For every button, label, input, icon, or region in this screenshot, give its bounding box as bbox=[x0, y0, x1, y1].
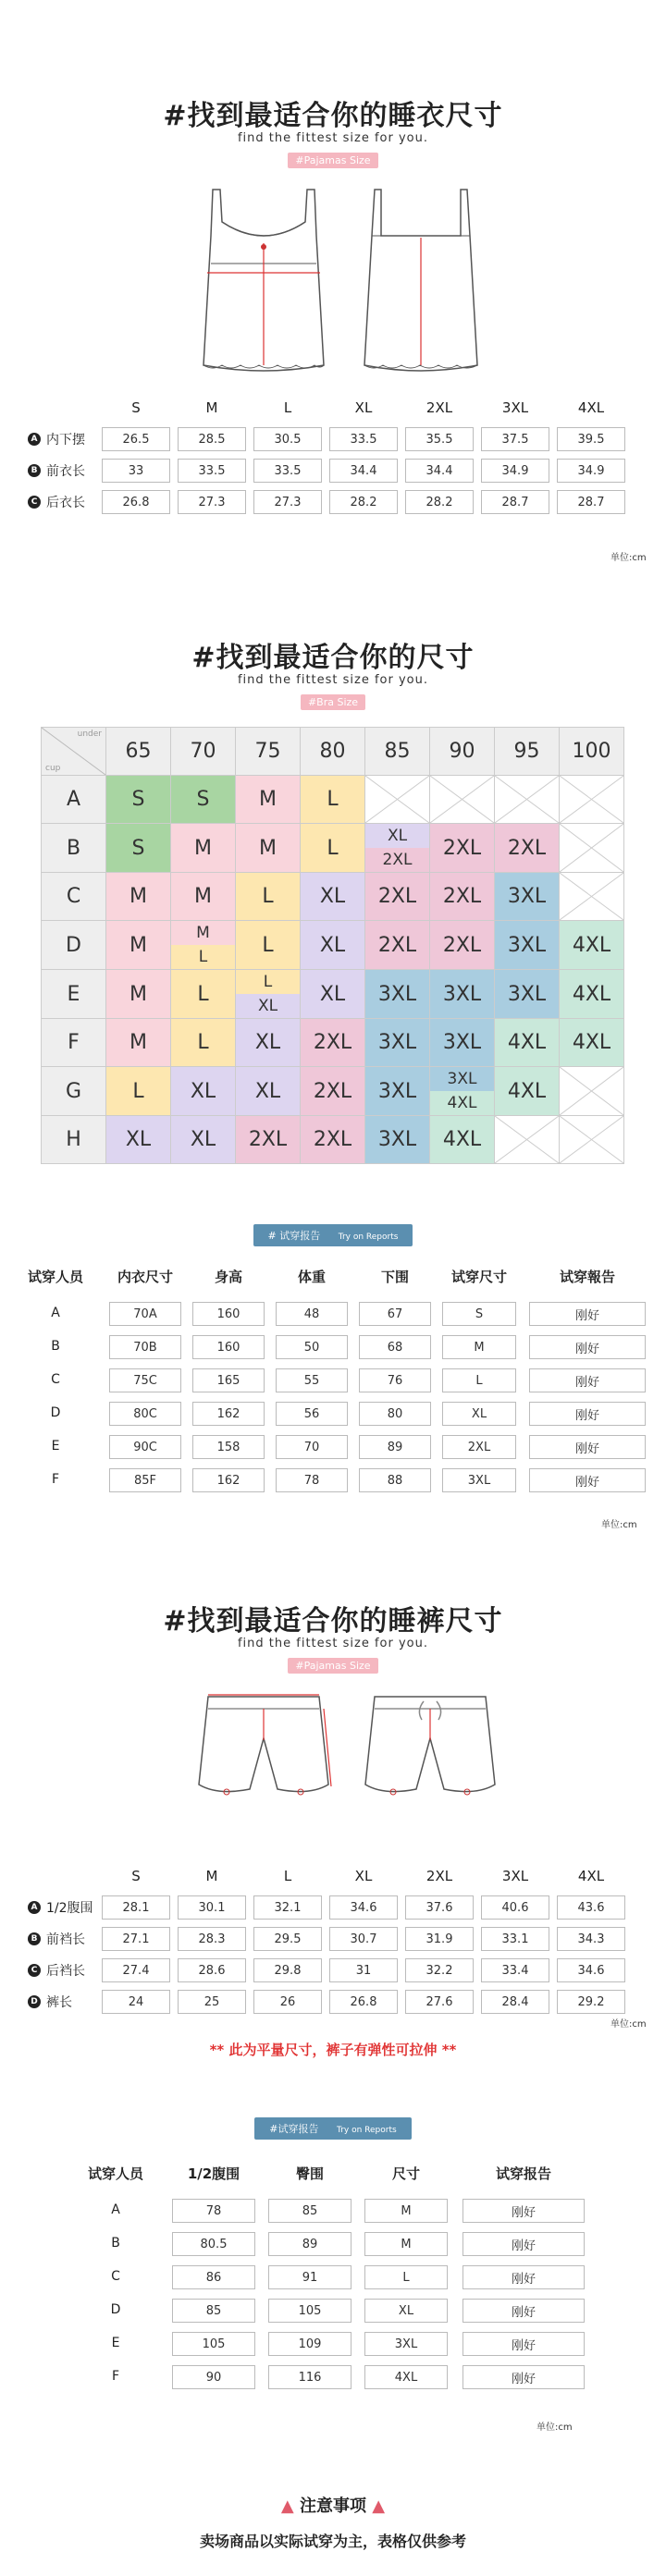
report-cell: 刚好 bbox=[462, 2199, 585, 2223]
report-cell: 80C bbox=[109, 1402, 181, 1426]
camisole-back-illustration bbox=[352, 180, 490, 384]
report-cell: 刚好 bbox=[462, 2265, 585, 2289]
bra-size-cell: 2XL bbox=[430, 921, 495, 970]
row-label-text: 1/2腹围 bbox=[46, 1901, 93, 1916]
report-cell: 68 bbox=[359, 1335, 431, 1359]
size-value-cell: 34.6 bbox=[329, 1895, 398, 1920]
size-header: S bbox=[131, 399, 141, 416]
report-cell: 86 bbox=[172, 2265, 255, 2289]
underbust-header: 65 bbox=[106, 728, 171, 776]
unit-label: 单位:cm bbox=[610, 553, 647, 563]
bra-size-cell: 4XL bbox=[495, 1019, 560, 1067]
size-value-cell: 25 bbox=[178, 1990, 246, 2014]
size-header: 4XL bbox=[577, 1868, 605, 1884]
report-cell: 116 bbox=[268, 2365, 352, 2389]
empty-cell-cross bbox=[430, 776, 494, 823]
empty-cell-cross bbox=[560, 873, 623, 920]
size-value-cell: 33 bbox=[102, 459, 170, 483]
bra-size-cell: M bbox=[236, 824, 301, 873]
size-value-cell: 33.5 bbox=[329, 427, 398, 451]
row-label bbox=[28, 1990, 102, 2014]
size-value-cell: 29.2 bbox=[557, 1990, 625, 2014]
size-value-cell: 30.1 bbox=[178, 1895, 246, 1920]
bra-size-cell: M bbox=[171, 873, 236, 921]
bra-size-cell: 3XL bbox=[495, 873, 560, 921]
unit-label: 单位:cm bbox=[536, 2423, 573, 2433]
size-value-cell: 37.6 bbox=[405, 1895, 474, 1920]
empty-cell-cross bbox=[560, 776, 623, 823]
bra-size-cell: XL bbox=[301, 970, 365, 1019]
row-label bbox=[28, 1958, 102, 1982]
bra-size-cell: 3XL bbox=[430, 1019, 495, 1067]
tester-label: D bbox=[110, 2302, 121, 2317]
size-value-cell: 34.4 bbox=[329, 459, 398, 483]
report-cell: S bbox=[442, 1302, 516, 1326]
bra-size-cell: 2XL bbox=[301, 1019, 365, 1067]
cup-header: E bbox=[42, 970, 106, 1019]
size-value-cell: 27.1 bbox=[102, 1927, 170, 1951]
report-cell: 160 bbox=[192, 1302, 265, 1326]
bra-size-cell: 4XL bbox=[560, 1019, 624, 1067]
report-cell: 91 bbox=[268, 2265, 352, 2289]
report-cell: 160 bbox=[192, 1335, 265, 1359]
size-value-cell: 40.6 bbox=[481, 1895, 549, 1920]
row-label-text: 内下摆 bbox=[46, 433, 85, 448]
report-cell: 78 bbox=[172, 2199, 255, 2223]
tester-label: E bbox=[51, 1439, 60, 1454]
bra-size-cell: XL bbox=[171, 1067, 236, 1116]
row-label bbox=[28, 1895, 102, 1920]
bra-size-split-part: M bbox=[171, 921, 235, 945]
report-cell: 48 bbox=[276, 1302, 348, 1326]
bra-size-subtitle: find the fittest size for you. bbox=[237, 673, 429, 687]
report-cell: 刚好 bbox=[529, 1435, 646, 1459]
bra-size-cell: L bbox=[236, 921, 301, 970]
underbust-header: 80 bbox=[301, 728, 365, 776]
bra-size-cell: M bbox=[106, 970, 171, 1019]
row-label bbox=[28, 459, 102, 483]
row-label bbox=[28, 490, 102, 514]
size-value-cell: 28.1 bbox=[102, 1895, 170, 1920]
bra-size-cell bbox=[171, 921, 236, 970]
tester-label: D bbox=[50, 1405, 61, 1420]
report-header: 身高 bbox=[214, 1269, 242, 1285]
bra-size-cell: L bbox=[301, 824, 365, 873]
bra-size-cell: 3XL bbox=[430, 970, 495, 1019]
bra-size-cell: XL bbox=[236, 1067, 301, 1116]
report-header: 臀围 bbox=[295, 2165, 324, 2182]
row-badge: C bbox=[28, 1964, 41, 1977]
row-label bbox=[28, 1927, 102, 1951]
pajama-size-tag: #Pajamas Size bbox=[0, 150, 666, 168]
cup-header: G bbox=[42, 1067, 106, 1116]
warning-icon: ▲ bbox=[280, 2496, 294, 2516]
tester-label: A bbox=[111, 2202, 120, 2217]
size-value-cell: 37.5 bbox=[481, 427, 549, 451]
bra-size-cell bbox=[560, 776, 624, 824]
report-header: 内衣尺寸 bbox=[117, 1269, 173, 1285]
underbust-header: 85 bbox=[365, 728, 430, 776]
tester-label: B bbox=[51, 1339, 60, 1354]
size-value-cell: 28.6 bbox=[178, 1958, 246, 1982]
report-cell: 刚好 bbox=[529, 1302, 646, 1326]
report-cell: 3XL bbox=[364, 2332, 448, 2356]
bra-size-split-part: 3XL bbox=[430, 1067, 494, 1091]
report1-tag: # 试穿报告 Try on Reports bbox=[0, 1224, 666, 1246]
report-header: 试穿报告 bbox=[495, 2165, 551, 2182]
report-cell: 165 bbox=[192, 1368, 265, 1392]
report-cell: 90C bbox=[109, 1435, 181, 1459]
notice-title: ▲ 注意事项 ▲ bbox=[280, 2496, 386, 2516]
report-cell: 4XL bbox=[364, 2365, 448, 2389]
size-value-cell: 27.6 bbox=[405, 1990, 474, 2014]
report-cell: M bbox=[442, 1335, 516, 1359]
bra-size-cell: L bbox=[171, 1019, 236, 1067]
size-value-cell: 34.3 bbox=[557, 1927, 625, 1951]
tester-label: C bbox=[111, 2269, 120, 2284]
report-header: 试穿報告 bbox=[559, 1269, 615, 1285]
report-cell: 刚好 bbox=[462, 2299, 585, 2323]
bra-size-cell: S bbox=[171, 776, 236, 824]
size-value-cell: 39.5 bbox=[557, 427, 625, 451]
shorts-back-illustration bbox=[352, 1683, 509, 1822]
bra-size-cell: 3XL bbox=[365, 1116, 430, 1164]
report-cell: 80 bbox=[359, 1402, 431, 1426]
report-header: 尺寸 bbox=[391, 2165, 420, 2182]
report-cell: 89 bbox=[359, 1435, 431, 1459]
report-cell: 50 bbox=[276, 1335, 348, 1359]
size-value-cell: 32.1 bbox=[253, 1895, 322, 1920]
row-badge: D bbox=[28, 1995, 41, 2008]
bra-size-cell bbox=[560, 1116, 624, 1164]
bra-size-cell: 3XL bbox=[495, 921, 560, 970]
size-value-cell: 30.5 bbox=[253, 427, 322, 451]
bra-size-cell: L bbox=[236, 873, 301, 921]
bra-size-cell: 3XL bbox=[365, 970, 430, 1019]
report-cell: 刚好 bbox=[529, 1468, 646, 1492]
corner-cell bbox=[42, 728, 106, 776]
size-header: L bbox=[283, 399, 292, 416]
row-badge: A bbox=[28, 433, 41, 446]
size-header: 3XL bbox=[501, 399, 529, 416]
report-cell: 3XL bbox=[442, 1468, 516, 1492]
underbust-header: 100 bbox=[560, 728, 624, 776]
row-badge: B bbox=[28, 464, 41, 477]
size-value-cell: 33.5 bbox=[253, 459, 322, 483]
size-header: M bbox=[205, 1868, 218, 1884]
report-cell: 85 bbox=[172, 2299, 255, 2323]
row-label-text: 前裆长 bbox=[46, 1932, 85, 1947]
tester-label: F bbox=[111, 2369, 120, 2384]
report-cell: 76 bbox=[359, 1368, 431, 1392]
bra-size-cell bbox=[236, 970, 301, 1019]
report-cell: M bbox=[364, 2199, 448, 2223]
report-header: 下围 bbox=[380, 1269, 409, 1285]
pants-note: ** 此为平量尺寸，裤子有弹性可拉伸 ** bbox=[209, 2042, 457, 2058]
cup-header: F bbox=[42, 1019, 106, 1067]
bra-size-cell: M bbox=[106, 1019, 171, 1067]
bra-size-cell: 4XL bbox=[560, 921, 624, 970]
bra-size-chart bbox=[41, 727, 624, 1164]
size-value-cell: 27.3 bbox=[253, 490, 322, 514]
size-value-cell: 29.8 bbox=[253, 1958, 322, 1982]
report-cell: 109 bbox=[268, 2332, 352, 2356]
report-header: 试穿尺寸 bbox=[450, 1269, 507, 1285]
size-header: 3XL bbox=[501, 1868, 529, 1884]
report-cell: L bbox=[364, 2265, 448, 2289]
size-value-cell: 26.5 bbox=[102, 427, 170, 451]
unit-label: 单位:cm bbox=[601, 1520, 637, 1530]
size-header: S bbox=[131, 1868, 141, 1884]
report-cell: 75C bbox=[109, 1368, 181, 1392]
row-label-text: 后衣长 bbox=[46, 496, 85, 510]
size-value-cell: 43.6 bbox=[557, 1895, 625, 1920]
unit-label: 单位:cm bbox=[610, 2019, 647, 2030]
bra-size-cell: M bbox=[236, 776, 301, 824]
camisole-front-illustration bbox=[194, 180, 333, 384]
size-value-cell: 30.7 bbox=[329, 1927, 398, 1951]
report-cell: 90 bbox=[172, 2365, 255, 2389]
report-cell: 刚好 bbox=[462, 2365, 585, 2389]
size-value-cell: 28.4 bbox=[481, 1990, 549, 2014]
size-value-cell: 35.5 bbox=[405, 427, 474, 451]
bra-size-cell: 3XL bbox=[495, 970, 560, 1019]
bra-size-cell: 4XL bbox=[495, 1067, 560, 1116]
underbust-header: 90 bbox=[430, 728, 495, 776]
bra-size-split-part: L bbox=[236, 970, 300, 994]
size-value-cell: 26.8 bbox=[329, 1990, 398, 2014]
bra-size-split-part: XL bbox=[365, 824, 429, 848]
report-header: 试穿人员 bbox=[87, 2165, 143, 2182]
bra-size-cell: 2XL bbox=[430, 824, 495, 873]
report-header: 体重 bbox=[297, 1269, 326, 1285]
bra-size-cell bbox=[560, 824, 624, 873]
bra-size-split-part: 4XL bbox=[430, 1091, 494, 1115]
report-cell: 162 bbox=[192, 1402, 265, 1426]
empty-cell-cross bbox=[560, 1116, 623, 1163]
report-cell: 158 bbox=[192, 1435, 265, 1459]
bra-size-cell bbox=[560, 873, 624, 921]
bra-size-cell: L bbox=[106, 1067, 171, 1116]
size-value-cell: 31 bbox=[329, 1958, 398, 1982]
report-cell: 80.5 bbox=[172, 2232, 255, 2256]
size-value-cell: 31.9 bbox=[405, 1927, 474, 1951]
bra-size-cell bbox=[495, 1116, 560, 1164]
bra-size-split-part: 2XL bbox=[365, 848, 429, 872]
report-cell: L bbox=[442, 1368, 516, 1392]
report-cell: 70 bbox=[276, 1435, 348, 1459]
pants-size-subtitle: find the fittest size for you. bbox=[237, 1637, 429, 1650]
size-value-cell: 26 bbox=[253, 1990, 322, 2014]
underbust-header: 95 bbox=[495, 728, 560, 776]
bra-size-cell: M bbox=[106, 873, 171, 921]
bra-size-cell: 3XL bbox=[365, 1019, 430, 1067]
tester-label: B bbox=[111, 2236, 120, 2251]
report-cell: 105 bbox=[172, 2332, 255, 2356]
bra-size-cell: 2XL bbox=[301, 1067, 365, 1116]
bra-size-cell: XL bbox=[171, 1116, 236, 1164]
report-cell: 67 bbox=[359, 1302, 431, 1326]
bra-size-cell: 3XL bbox=[365, 1067, 430, 1116]
bra-size-cell bbox=[495, 776, 560, 824]
tester-label: F bbox=[51, 1472, 60, 1487]
size-value-cell: 34.9 bbox=[481, 459, 549, 483]
row-label-text: 前衣长 bbox=[46, 464, 85, 479]
cup-header: D bbox=[42, 921, 106, 970]
report-cell: 85F bbox=[109, 1468, 181, 1492]
report-cell: 刚好 bbox=[529, 1335, 646, 1359]
bra-size-cell: S bbox=[106, 824, 171, 873]
bra-size-cell bbox=[430, 1067, 495, 1116]
pants-size-title: #找到最适合你的睡裤尺寸 bbox=[163, 1605, 503, 1638]
bra-size-cell bbox=[560, 1067, 624, 1116]
size-header: L bbox=[283, 1868, 292, 1884]
size-value-cell: 34.6 bbox=[557, 1958, 625, 1982]
report-cell: 89 bbox=[268, 2232, 352, 2256]
report-cell: 2XL bbox=[442, 1435, 516, 1459]
empty-cell-cross bbox=[495, 1116, 559, 1163]
size-value-cell: 34.4 bbox=[405, 459, 474, 483]
size-value-cell: 28.7 bbox=[557, 490, 625, 514]
tester-label: A bbox=[51, 1306, 60, 1320]
size-header: XL bbox=[354, 399, 373, 416]
row-label-text: 后裆长 bbox=[46, 1964, 85, 1979]
report2-tag: #试穿报告 Try on Reports bbox=[0, 2117, 666, 2140]
bra-size-cell bbox=[365, 776, 430, 824]
bra-size-cell: 2XL bbox=[430, 873, 495, 921]
report-cell: 78 bbox=[276, 1468, 348, 1492]
size-header: 2XL bbox=[426, 1868, 453, 1884]
pants-size-tag: #Pajamas Size bbox=[0, 1655, 666, 1674]
cup-header: A bbox=[42, 776, 106, 824]
row-badge: B bbox=[28, 1932, 41, 1945]
size-value-cell: 26.8 bbox=[102, 490, 170, 514]
tester-label: C bbox=[51, 1372, 60, 1387]
cup-header: B bbox=[42, 824, 106, 873]
size-value-cell: 28.2 bbox=[329, 490, 398, 514]
report-cell: 刚好 bbox=[462, 2232, 585, 2256]
size-header: 2XL bbox=[426, 399, 453, 416]
bra-size-cell bbox=[365, 824, 430, 873]
size-value-cell: 33.1 bbox=[481, 1927, 549, 1951]
empty-cell-cross bbox=[560, 1067, 623, 1115]
shorts-front-illustration bbox=[185, 1683, 342, 1822]
bra-size-cell: XL bbox=[301, 873, 365, 921]
report-cell: 刚好 bbox=[529, 1402, 646, 1426]
bra-size-cell: 4XL bbox=[560, 970, 624, 1019]
bra-size-cell: 2XL bbox=[365, 921, 430, 970]
bra-size-title: #找到最适合你的尺寸 bbox=[191, 642, 475, 674]
report-header: 1/2腹围 bbox=[187, 2165, 240, 2182]
cup-header: C bbox=[42, 873, 106, 921]
report-cell: 56 bbox=[276, 1402, 348, 1426]
report-cell: 70B bbox=[109, 1335, 181, 1359]
bra-size-cell: 2XL bbox=[495, 824, 560, 873]
report-cell: XL bbox=[364, 2299, 448, 2323]
size-value-cell: 33.5 bbox=[178, 459, 246, 483]
report-cell: 刚好 bbox=[462, 2332, 585, 2356]
row-label-text: 裤长 bbox=[46, 1995, 72, 2010]
corner-cup-label: cup bbox=[45, 764, 61, 773]
bra-size-cell: 2XL bbox=[236, 1116, 301, 1164]
size-header: M bbox=[205, 399, 218, 416]
warning-icon: ▲ bbox=[372, 2496, 386, 2516]
cup-header: H bbox=[42, 1116, 106, 1164]
report-cell: 88 bbox=[359, 1468, 431, 1492]
row-badge: C bbox=[28, 496, 41, 509]
size-value-cell: 28.2 bbox=[405, 490, 474, 514]
underbust-header: 70 bbox=[171, 728, 236, 776]
empty-cell-cross bbox=[495, 776, 559, 823]
row-label bbox=[28, 427, 102, 451]
report-cell: 70A bbox=[109, 1302, 181, 1326]
size-value-cell: 28.5 bbox=[178, 427, 246, 451]
size-value-cell: 33.4 bbox=[481, 1958, 549, 1982]
report-header: 试穿人员 bbox=[27, 1269, 83, 1285]
bra-size-cell: M bbox=[106, 921, 171, 970]
corner-under-label: under bbox=[77, 730, 102, 739]
bra-size-cell: XL bbox=[106, 1116, 171, 1164]
bra-size-cell: XL bbox=[236, 1019, 301, 1067]
notice-text: 卖场商品以实际试穿为主，表格仅供参考 bbox=[199, 2533, 466, 2550]
size-value-cell: 27.4 bbox=[102, 1958, 170, 1982]
size-value-cell: 28.7 bbox=[481, 490, 549, 514]
bra-size-cell: S bbox=[106, 776, 171, 824]
bra-size-cell: L bbox=[301, 776, 365, 824]
size-header: 4XL bbox=[577, 399, 605, 416]
bra-size-tag: #Bra Size bbox=[0, 692, 666, 710]
size-value-cell: 32.2 bbox=[405, 1958, 474, 1982]
bra-size-cell: 2XL bbox=[365, 873, 430, 921]
size-value-cell: 27.3 bbox=[178, 490, 246, 514]
report-cell: 162 bbox=[192, 1468, 265, 1492]
size-value-cell: 28.3 bbox=[178, 1927, 246, 1951]
pajama-size-subtitle: find the fittest size for you. bbox=[237, 131, 429, 145]
underbust-header: 75 bbox=[236, 728, 301, 776]
bra-size-split-part: XL bbox=[236, 994, 300, 1018]
bra-size-cell: M bbox=[171, 824, 236, 873]
empty-cell-cross bbox=[365, 776, 429, 823]
bra-size-cell: 2XL bbox=[301, 1116, 365, 1164]
size-header: XL bbox=[354, 1868, 373, 1884]
report-cell: 85 bbox=[268, 2199, 352, 2223]
report-cell: 刚好 bbox=[529, 1368, 646, 1392]
tester-label: E bbox=[111, 2336, 120, 2350]
report-cell: XL bbox=[442, 1402, 516, 1426]
bra-size-cell: L bbox=[171, 970, 236, 1019]
pajama-size-title: #找到最适合你的睡衣尺寸 bbox=[163, 100, 503, 132]
bra-size-split-part: L bbox=[171, 945, 235, 969]
bra-size-cell: XL bbox=[301, 921, 365, 970]
bra-size-cell: 4XL bbox=[430, 1116, 495, 1164]
size-value-cell: 34.9 bbox=[557, 459, 625, 483]
size-value-cell: 24 bbox=[102, 1990, 170, 2014]
size-value-cell: 29.5 bbox=[253, 1927, 322, 1951]
report-cell: 105 bbox=[268, 2299, 352, 2323]
row-badge: A bbox=[28, 1901, 41, 1914]
bra-size-cell bbox=[430, 776, 495, 824]
report-cell: 55 bbox=[276, 1368, 348, 1392]
empty-cell-cross bbox=[560, 824, 623, 872]
report-cell: M bbox=[364, 2232, 448, 2256]
